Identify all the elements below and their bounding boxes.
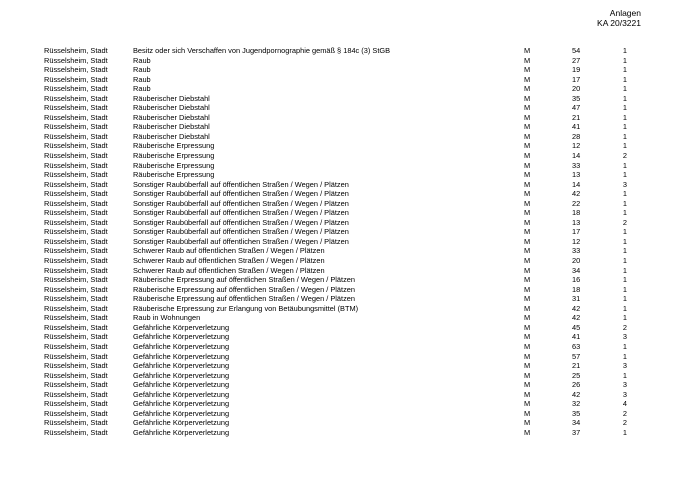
cell-sex: M (524, 189, 531, 199)
cell-sex: M (524, 284, 531, 294)
cell-offense: Gefährliche Körperverletzung (133, 370, 230, 380)
cell-sex: M (524, 418, 531, 428)
cell-sex: M (524, 179, 531, 189)
table-row (0, 246, 700, 256)
cell-place: Rüsselsheim, Stadt (44, 208, 108, 218)
cell-age: 16 (572, 275, 581, 285)
cell-sex: M (524, 246, 531, 256)
cell-sex: M (524, 332, 531, 342)
cell-offense: Schwerer Raub auf öffentlichen Straßen / Wegen / Plätzen (133, 256, 325, 266)
cell-place: Rüsselsheim, Stadt (44, 265, 108, 275)
cell-sex: M (524, 303, 531, 313)
cell-offense: Raub (133, 65, 151, 75)
cell-sex: M (524, 399, 531, 409)
cell-age: 22 (572, 198, 581, 208)
cell-offense: Gefährliche Körperverletzung (133, 361, 230, 371)
cell-sex: M (524, 408, 531, 418)
cell-sex: M (524, 131, 531, 141)
cell-offense: Räuberische Erpressung auf öffentlichen Straßen / Wegen / Plätzen (133, 294, 355, 304)
cell-age: 14 (572, 151, 581, 161)
cell-age: 42 (572, 303, 581, 313)
table-row (0, 199, 700, 209)
cell-count: 1 (622, 198, 627, 208)
table-row (0, 141, 700, 151)
cell-place: Rüsselsheim, Stadt (44, 103, 108, 113)
table-row (0, 294, 700, 304)
cell-offense: Gefährliche Körperverletzung (133, 399, 230, 409)
cell-age: 20 (572, 84, 581, 94)
cell-offense: Räuberischer Diebstahl (133, 103, 210, 113)
cell-place: Rüsselsheim, Stadt (44, 160, 108, 170)
table-row (0, 94, 700, 104)
cell-offense: Räuberische Erpressung zur Erlangung von Betäubungsmittel (BTM) (133, 303, 359, 313)
cell-place: Rüsselsheim, Stadt (44, 46, 108, 55)
cell-offense: Sonstiger Raubüberfall auf öffentlichen Straßen / Wegen / Plätzen (133, 179, 349, 189)
cell-age: 35 (572, 408, 581, 418)
table-row (0, 237, 700, 247)
cell-age: 54 (572, 46, 581, 55)
cell-place: Rüsselsheim, Stadt (44, 361, 108, 371)
cell-count: 1 (622, 65, 627, 75)
cell-offense: Räuberischer Diebstahl (133, 112, 210, 122)
cell-age: 14 (572, 179, 581, 189)
cell-offense: Räuberische Erpressung auf öffentlichen Straßen / Wegen / Plätzen (133, 284, 355, 294)
table-row (0, 113, 700, 123)
cell-count: 3 (622, 380, 627, 390)
cell-age: 20 (572, 256, 581, 266)
cell-age: 32 (572, 399, 581, 409)
cell-offense: Gefährliche Körperverletzung (133, 322, 230, 332)
cell-place: Rüsselsheim, Stadt (44, 189, 108, 199)
cell-age: 19 (572, 65, 581, 75)
cell-sex: M (524, 227, 531, 237)
table-row (0, 399, 700, 409)
table-row (0, 380, 700, 390)
table-row (0, 275, 700, 285)
cell-count: 2 (622, 151, 627, 161)
cell-count: 4 (622, 399, 627, 409)
cell-place: Rüsselsheim, Stadt (44, 284, 108, 294)
cell-age: 28 (572, 131, 581, 141)
cell-age: 57 (572, 351, 581, 361)
cell-sex: M (524, 208, 531, 218)
cell-age: 41 (572, 122, 581, 132)
cell-count: 1 (622, 246, 627, 256)
cell-offense: Räuberische Erpressung (133, 170, 215, 180)
cell-age: 41 (572, 332, 581, 342)
cell-offense: Raub (133, 74, 151, 84)
cell-count: 1 (622, 236, 627, 246)
cell-offense: Sonstiger Raubüberfall auf öffentlichen Straßen / Wegen / Plätzen (133, 189, 349, 199)
cell-offense: Gefährliche Körperverletzung (133, 389, 230, 399)
cell-count: 3 (622, 179, 627, 189)
table-row (0, 371, 700, 381)
cell-sex: M (524, 380, 531, 390)
cell-place: Rüsselsheim, Stadt (44, 313, 108, 323)
cell-place: Rüsselsheim, Stadt (44, 131, 108, 141)
cell-age: 42 (572, 313, 581, 323)
cell-count: 1 (622, 313, 627, 323)
cell-place: Rüsselsheim, Stadt (44, 408, 108, 418)
table-row (0, 170, 700, 180)
cell-count: 1 (622, 103, 627, 113)
cell-place: Rüsselsheim, Stadt (44, 370, 108, 380)
table-row (0, 390, 700, 400)
cell-sex: M (524, 151, 531, 161)
cell-offense: Räuberische Erpressung auf öffentlichen Straßen / Wegen / Plätzen (133, 275, 355, 285)
cell-sex: M (524, 275, 531, 285)
cell-count: 1 (622, 275, 627, 285)
cell-offense: Raub (133, 55, 151, 65)
cell-place: Rüsselsheim, Stadt (44, 141, 108, 151)
cell-offense: Räuberische Erpressung (133, 151, 215, 161)
cell-sex: M (524, 46, 531, 55)
table-row (0, 208, 700, 218)
table-row (0, 180, 700, 190)
table-row (0, 84, 700, 94)
cell-place: Rüsselsheim, Stadt (44, 179, 108, 189)
table-row (0, 189, 700, 199)
cell-place: Rüsselsheim, Stadt (44, 389, 108, 399)
cell-place: Rüsselsheim, Stadt (44, 93, 108, 103)
cell-offense: Räuberischer Diebstahl (133, 122, 210, 132)
table-row (0, 352, 700, 362)
cell-age: 17 (572, 74, 581, 84)
cell-age: 45 (572, 322, 581, 332)
cell-count: 1 (622, 141, 627, 151)
cell-offense: Gefährliche Körperverletzung (133, 418, 230, 428)
cell-place: Rüsselsheim, Stadt (44, 303, 108, 313)
cell-sex: M (524, 74, 531, 84)
header-annex-label: Anlagen (609, 8, 641, 18)
cell-sex: M (524, 389, 531, 399)
cell-count: 1 (622, 131, 627, 141)
cell-place: Rüsselsheim, Stadt (44, 217, 108, 227)
data-table (0, 46, 700, 437)
cell-count: 1 (622, 208, 627, 218)
cell-sex: M (524, 103, 531, 113)
table-row (0, 218, 700, 228)
table-row (0, 56, 700, 66)
cell-sex: M (524, 256, 531, 266)
cell-offense: Gefährliche Körperverletzung (133, 332, 230, 342)
cell-offense: Gefährliche Körperverletzung (133, 427, 230, 437)
cell-place: Rüsselsheim, Stadt (44, 65, 108, 75)
table-row (0, 65, 700, 75)
table-row (0, 342, 700, 352)
cell-place: Rüsselsheim, Stadt (44, 332, 108, 342)
cell-count: 2 (622, 322, 627, 332)
cell-count: 2 (622, 217, 627, 227)
table-row (0, 409, 700, 419)
cell-age: 42 (572, 189, 581, 199)
cell-offense: Räuberischer Diebstahl (133, 131, 210, 141)
cell-offense: Sonstiger Raubüberfall auf öffentlichen Straßen / Wegen / Plätzen (133, 198, 349, 208)
cell-age: 18 (572, 284, 581, 294)
cell-count: 3 (622, 389, 627, 399)
document-header (597, 8, 641, 28)
cell-count: 3 (622, 361, 627, 371)
cell-sex: M (524, 361, 531, 371)
cell-count: 1 (622, 427, 627, 437)
cell-sex: M (524, 198, 531, 208)
cell-place: Rüsselsheim, Stadt (44, 112, 108, 122)
cell-age: 35 (572, 93, 581, 103)
cell-count: 1 (622, 227, 627, 237)
table-row (0, 418, 700, 428)
cell-place: Rüsselsheim, Stadt (44, 341, 108, 351)
cell-offense: Besitz oder sich Verschaffen von Jugendpornographie gemäß § 184c (3) StGB (133, 46, 391, 55)
cell-age: 27 (572, 55, 581, 65)
cell-sex: M (524, 427, 531, 437)
cell-sex: M (524, 93, 531, 103)
cell-offense: Gefährliche Körperverletzung (133, 341, 230, 351)
cell-age: 25 (572, 370, 581, 380)
cell-sex: M (524, 84, 531, 94)
cell-place: Rüsselsheim, Stadt (44, 198, 108, 208)
cell-place: Rüsselsheim, Stadt (44, 427, 108, 437)
cell-count: 1 (622, 46, 627, 55)
table-row (0, 132, 700, 142)
cell-place: Rüsselsheim, Stadt (44, 294, 108, 304)
cell-age: 42 (572, 389, 581, 399)
cell-place: Rüsselsheim, Stadt (44, 227, 108, 237)
cell-offense: Räuberischer Diebstahl (133, 93, 210, 103)
cell-sex: M (524, 141, 531, 151)
cell-sex: M (524, 294, 531, 304)
cell-count: 1 (622, 189, 627, 199)
cell-count: 1 (622, 256, 627, 266)
cell-place: Rüsselsheim, Stadt (44, 246, 108, 256)
cell-place: Rüsselsheim, Stadt (44, 322, 108, 332)
cell-count: 1 (622, 74, 627, 84)
table-row (0, 161, 700, 171)
cell-count: 1 (622, 112, 627, 122)
cell-place: Rüsselsheim, Stadt (44, 256, 108, 266)
cell-place: Rüsselsheim, Stadt (44, 275, 108, 285)
cell-offense: Raub in Wohnungen (133, 313, 201, 323)
cell-offense: Gefährliche Körperverletzung (133, 351, 230, 361)
cell-place: Rüsselsheim, Stadt (44, 418, 108, 428)
cell-place: Rüsselsheim, Stadt (44, 122, 108, 132)
table-row (0, 304, 700, 314)
table-row (0, 361, 700, 371)
cell-sex: M (524, 351, 531, 361)
cell-place: Rüsselsheim, Stadt (44, 84, 108, 94)
cell-count: 1 (622, 160, 627, 170)
table-row (0, 323, 700, 333)
table-row (0, 75, 700, 85)
cell-place: Rüsselsheim, Stadt (44, 380, 108, 390)
cell-age: 37 (572, 427, 581, 437)
cell-age: 34 (572, 418, 581, 428)
header-reference-number: KA 20/3221 (597, 18, 641, 28)
cell-offense: Sonstiger Raubüberfall auf öffentlichen Straßen / Wegen / Plätzen (133, 227, 349, 237)
cell-sex: M (524, 170, 531, 180)
cell-count: 1 (622, 265, 627, 275)
cell-sex: M (524, 160, 531, 170)
cell-age: 21 (572, 361, 581, 371)
cell-offense: Schwerer Raub auf öffentlichen Straßen / Wegen / Plätzen (133, 265, 325, 275)
cell-age: 33 (572, 246, 581, 256)
cell-age: 63 (572, 341, 581, 351)
cell-place: Rüsselsheim, Stadt (44, 151, 108, 161)
cell-count: 1 (622, 351, 627, 361)
cell-age: 34 (572, 265, 581, 275)
cell-count: 1 (622, 303, 627, 313)
cell-offense: Sonstiger Raubüberfall auf öffentlichen Straßen / Wegen / Plätzen (133, 208, 349, 218)
cell-count: 2 (622, 408, 627, 418)
cell-place: Rüsselsheim, Stadt (44, 351, 108, 361)
cell-offense: Sonstiger Raubüberfall auf öffentlichen Straßen / Wegen / Plätzen (133, 217, 349, 227)
cell-offense: Räuberische Erpressung (133, 160, 215, 170)
table-row (0, 103, 700, 113)
cell-count: 1 (622, 122, 627, 132)
cell-offense: Gefährliche Körperverletzung (133, 408, 230, 418)
cell-sex: M (524, 112, 531, 122)
cell-age: 18 (572, 208, 581, 218)
table-row (0, 151, 700, 161)
cell-count: 3 (622, 332, 627, 342)
cell-age: 47 (572, 103, 581, 113)
table-row (0, 428, 700, 438)
cell-sex: M (524, 236, 531, 246)
cell-age: 21 (572, 112, 581, 122)
cell-count: 2 (622, 418, 627, 428)
cell-age: 12 (572, 236, 581, 246)
table-row (0, 332, 700, 342)
cell-sex: M (524, 341, 531, 351)
cell-count: 1 (622, 93, 627, 103)
table-row (0, 122, 700, 132)
cell-age: 13 (572, 217, 581, 227)
cell-sex: M (524, 122, 531, 132)
cell-sex: M (524, 265, 531, 275)
cell-count: 1 (622, 370, 627, 380)
cell-sex: M (524, 217, 531, 227)
table-row (0, 313, 700, 323)
cell-sex: M (524, 322, 531, 332)
cell-sex: M (524, 55, 531, 65)
table-row (0, 46, 700, 56)
table-row (0, 256, 700, 266)
cell-sex: M (524, 313, 531, 323)
cell-age: 12 (572, 141, 581, 151)
cell-place: Rüsselsheim, Stadt (44, 170, 108, 180)
cell-offense: Gefährliche Körperverletzung (133, 380, 230, 390)
cell-age: 33 (572, 160, 581, 170)
cell-sex: M (524, 370, 531, 380)
cell-age: 26 (572, 380, 581, 390)
cell-offense: Raub (133, 84, 151, 94)
cell-offense: Räuberische Erpressung (133, 141, 215, 151)
cell-count: 1 (622, 294, 627, 304)
cell-count: 1 (622, 170, 627, 180)
table-row (0, 227, 700, 237)
table-row (0, 285, 700, 295)
cell-place: Rüsselsheim, Stadt (44, 236, 108, 246)
cell-offense: Schwerer Raub auf öffentlichen Straßen / Wegen / Plätzen (133, 246, 325, 256)
cell-place: Rüsselsheim, Stadt (44, 74, 108, 84)
cell-count: 1 (622, 284, 627, 294)
cell-count: 1 (622, 55, 627, 65)
cell-sex: M (524, 65, 531, 75)
cell-age: 17 (572, 227, 581, 237)
cell-count: 1 (622, 341, 627, 351)
cell-count: 1 (622, 84, 627, 94)
cell-offense: Sonstiger Raubüberfall auf öffentlichen Straßen / Wegen / Plätzen (133, 236, 349, 246)
cell-place: Rüsselsheim, Stadt (44, 399, 108, 409)
table-row (0, 266, 700, 276)
cell-age: 31 (572, 294, 581, 304)
cell-place: Rüsselsheim, Stadt (44, 55, 108, 65)
cell-age: 13 (572, 170, 581, 180)
